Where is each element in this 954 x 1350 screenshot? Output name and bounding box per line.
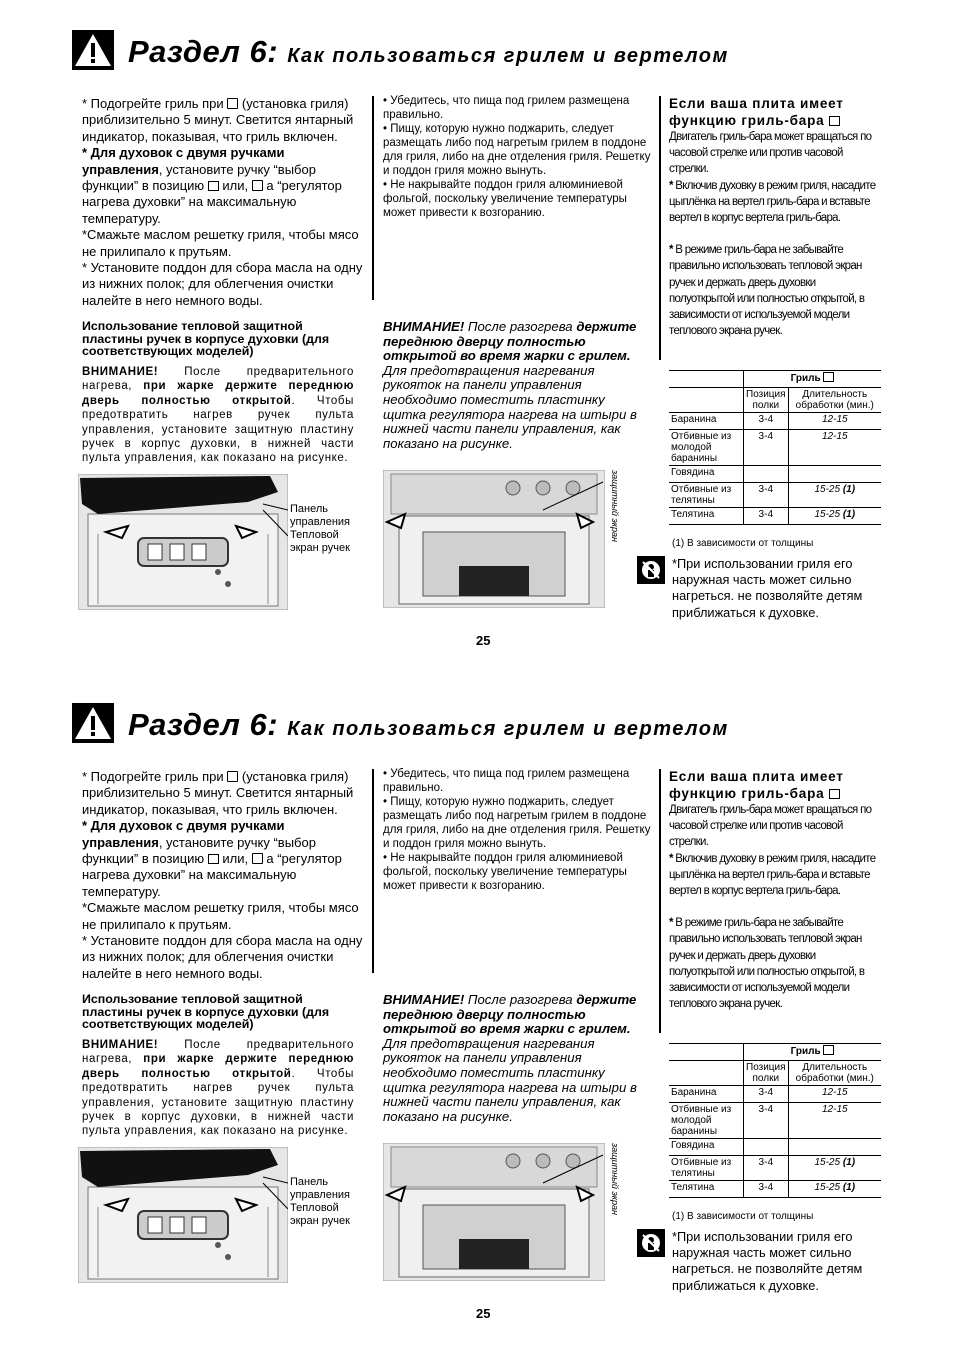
row-position: 3-4 bbox=[744, 1086, 789, 1103]
row-position: 3-4 bbox=[744, 430, 789, 466]
table-row bbox=[669, 483, 881, 508]
child-warning-text: *При использовании гриля его наружная часть может сильно нагреться. не позволяйте детям приближаться к духовке. bbox=[672, 556, 863, 620]
row-position: 3-4 bbox=[744, 413, 789, 430]
oven-door-illustration bbox=[383, 1143, 605, 1281]
child-warning-icon bbox=[637, 1229, 665, 1257]
page-title: Раздел 6: Как пользоваться грилем и вертелом bbox=[128, 34, 729, 69]
oven-door-illustration bbox=[383, 470, 605, 608]
figure-label-screen: Тепловой экран ручек bbox=[290, 529, 350, 554]
row-duration: 12-15 bbox=[788, 1103, 881, 1139]
oven-function-icon bbox=[252, 853, 263, 864]
row-duration: 12-15 bbox=[788, 430, 881, 466]
child-warning-icon bbox=[637, 556, 665, 584]
row-position: 3-4 bbox=[744, 1156, 789, 1181]
figure-label-screen: Тепловой экран ручек bbox=[290, 1202, 350, 1227]
table-row bbox=[669, 508, 881, 525]
figure-vertical-label: защитный экран bbox=[610, 470, 620, 542]
row-duration: 15-25 (1) bbox=[788, 1156, 881, 1181]
row-position: 3-4 bbox=[744, 1103, 789, 1139]
grill-header-icon bbox=[823, 372, 834, 382]
row-name: Отбивные из молодой баранины bbox=[669, 430, 744, 466]
oven-heat-shield-illustration bbox=[78, 1147, 288, 1283]
warning-icon bbox=[72, 30, 114, 70]
grill-symbol-icon bbox=[227, 98, 238, 109]
row-name: Баранина bbox=[669, 413, 744, 430]
row-duration bbox=[788, 1139, 881, 1156]
oven-function-icon bbox=[252, 180, 263, 191]
row-duration: 15-25 (1) bbox=[788, 508, 881, 525]
table-footnote: (1) В зависимости от толщины bbox=[672, 1211, 814, 1222]
oven-heat-shield-illustration bbox=[78, 474, 288, 610]
row-position: 3-4 bbox=[744, 483, 789, 508]
page-number: 25 bbox=[476, 1306, 491, 1321]
page-title: Раздел 6: Как пользоваться грилем и вертелом bbox=[128, 707, 729, 742]
tips-text: • Убедитесь, что пища под грилем размещена правильно. • Пищу, которую нужно поджарить, следует размещать либо под нагретым грилем в поддоне для гриля, либо на дне отделения гриля. Решетку и поддон гриля можно вынуть. • Не накрывайте поддон гриля алюминиевой фольгой, поскольку увеличение температуры может привести к возгоранию. bbox=[383, 95, 651, 219]
section-heading: Использование тепловой защитной пластины ручек в корпусе духовки (для соответствующих моделей) bbox=[82, 319, 330, 358]
row-position bbox=[744, 466, 789, 483]
page-top bbox=[0, 0, 954, 672]
child-warning-text: *При использовании гриля его наружная часть может сильно нагреться. не позволяйте детям приближаться к духовке. bbox=[672, 1229, 863, 1293]
row-name: Говядина bbox=[669, 466, 744, 483]
table-row bbox=[669, 430, 881, 466]
row-duration: 12-15 bbox=[788, 1086, 881, 1103]
table-row bbox=[669, 1156, 881, 1181]
row-position: 3-4 bbox=[744, 508, 789, 525]
table-row bbox=[669, 466, 881, 483]
page-number: 25 bbox=[476, 633, 491, 648]
row-duration: 15-25 (1) bbox=[788, 483, 881, 508]
rotisserie-icon bbox=[829, 789, 840, 799]
figure-label-panel: Панель управления bbox=[290, 1176, 350, 1201]
row-duration bbox=[788, 466, 881, 483]
tips-text: • Убедитесь, что пища под грилем размещена правильно. • Пищу, которую нужно поджарить, следует размещать либо под нагретым грилем в поддоне для гриля, либо на дне отделения гриля. Решетку и поддон гриля можно вынуть. • Не накрывайте поддон гриля алюминиевой фольгой, поскольку увеличение температуры может привести к возгоранию. bbox=[383, 768, 651, 892]
grill-function-icon bbox=[208, 854, 219, 864]
page-bottom bbox=[0, 673, 954, 1345]
row-name: Отбивные из телятины bbox=[669, 1156, 744, 1181]
column-divider bbox=[659, 769, 661, 1033]
attention-text: ВНИМАНИЕ! После разогрева держите переднюю дверцу полностью открытой во время жарки с грилем. Для предотвращения нагревания рукояток на панели управления необходимо поместить пластинку щитка регулятора нагрева на штыри в нижней части панели управления, как показано на рисунке. bbox=[383, 992, 637, 1124]
grill-header-icon bbox=[823, 1045, 834, 1055]
intro-text: * Подогрейте гриль при (установка гриля) приблизительно 5 минут. Светится янтарный индикатор, показывая, что гриль включен. * Для духовок с двумя ручками управления, установите ручку “выбор функции” в позицию или, а “регулятор нагрева духовки” на максимальную температуру. *Смажьте маслом решетку гриля, чтобы мясо не прилипало к прутьям. * Установите поддон для сбора масла на одну из нижних полок; для облегчения очистки налейте в него немного воды. bbox=[82, 96, 363, 308]
table-row bbox=[669, 413, 881, 430]
column-divider bbox=[659, 96, 661, 360]
section-body: ВНИМАНИЕ! После предварительного нагрева, при жарке держите переднюю дверь полностью открытой. Чтобы предотвратить нагрев ручек пульта управления, установите защитную пластину ручек в корпус духовки, в нижней части пульта управления, как показано на рисунке. bbox=[82, 366, 355, 465]
figure-vertical-label: защитный экран bbox=[610, 1143, 620, 1215]
row-duration: 12-15 bbox=[788, 413, 881, 430]
table-row bbox=[669, 1103, 881, 1139]
section-heading: Использование тепловой защитной пластины ручек в корпусе духовки (для соответствующих моделей) bbox=[82, 992, 330, 1031]
table-row bbox=[669, 1181, 881, 1198]
row-name: Баранина bbox=[669, 1086, 744, 1103]
row-name: Телятина bbox=[669, 1181, 744, 1198]
row-position bbox=[744, 1139, 789, 1156]
grill-table: Гриль Позиция полки Длительность обработки (мин.) Баранина 3-4 12-15 Отбивные из молодой баранины 3-4 12-15 Говядина Отбивные из телятины 3-4 15-25 (1) Телятина 3-4 15-25 (1) bbox=[669, 1043, 881, 1198]
table-row bbox=[669, 1139, 881, 1156]
section-body: ВНИМАНИЕ! После предварительного нагрева, при жарке держите переднюю дверь полностью открытой. Чтобы предотвратить нагрев ручек пульта управления, установите защитную пластину ручек в корпус духовки, в нижней части пульта управления, как показано на рисунке. bbox=[82, 1039, 355, 1138]
grill-symbol-icon bbox=[227, 771, 238, 782]
attention-text: ВНИМАНИЕ! После разогрева держите переднюю дверцу полностью открытой во время жарки с грилем. Для предотвращения нагревания рукояток на панели управления необходимо поместить пластинку щитка регулятора нагрева на штыри в нижней части панели управления, как показано на рисунке. bbox=[383, 319, 637, 451]
figure-label-panel: Панель управления bbox=[290, 503, 350, 528]
column-divider bbox=[372, 769, 374, 973]
rotisserie-text: Если ваша плита имеет функцию гриль-бара Двигатель гриль-бара может вращаться по часовой стрелке или против часовой стрелки. * Включив духовку в режим гриля, насадите цыплёнка на вертел гриль-бара и вставьте вертел в корпус вертела гриль-бара. * В режиме гриль-бара не забывайте правильно использовать тепловой экран ручек и держать дверь духовки полуоткрытой или полностью открытой, в зависимости от используемой модели теплового экрана ручек. bbox=[669, 769, 876, 1011]
rotisserie-text: Если ваша плита имеет функцию гриль-бара Двигатель гриль-бара может вращаться по часовой стрелке или против часовой стрелки. * Включив духовку в режим гриля, насадите цыплёнка на вертел гриль-бара и вставьте вертел в корпус вертела гриль-бара. * В режиме гриль-бара не забывайте правильно использовать тепловой экран ручек и держать дверь духовки полуоткрытой или полностью открытой, в зависимости от используемой модели теплового экрана ручек. bbox=[669, 96, 876, 338]
row-name: Отбивные из молодой баранины bbox=[669, 1103, 744, 1139]
row-position: 3-4 bbox=[744, 1181, 789, 1198]
table-row bbox=[669, 1086, 881, 1103]
intro-text: * Подогрейте гриль при (установка гриля) приблизительно 5 минут. Светится янтарный индикатор, показывая, что гриль включен. * Для духовок с двумя ручками управления, установите ручку “выбор функции” в позицию или, а “регулятор нагрева духовки” на максимальную температуру. *Смажьте маслом решетку гриля, чтобы мясо не прилипало к прутьям. * Установите поддон для сбора масла на одну из нижних полок; для облегчения очистки налейте в него немного воды. bbox=[82, 769, 363, 981]
table-footnote: (1) В зависимости от толщины bbox=[672, 538, 814, 549]
rotisserie-icon bbox=[829, 116, 840, 126]
column-divider bbox=[372, 96, 374, 300]
warning-icon bbox=[72, 703, 114, 743]
row-duration: 15-25 (1) bbox=[788, 1181, 881, 1198]
row-name: Телятина bbox=[669, 508, 744, 525]
grill-function-icon bbox=[208, 181, 219, 191]
row-name: Отбивные из телятины bbox=[669, 483, 744, 508]
grill-table: Гриль Позиция полки Длительность обработки (мин.) Баранина 3-4 12-15 Отбивные из молодой баранины 3-4 12-15 Говядина Отбивные из телятины 3-4 15-25 (1) Телятина 3-4 15-25 (1) bbox=[669, 370, 881, 525]
row-name: Говядина bbox=[669, 1139, 744, 1156]
